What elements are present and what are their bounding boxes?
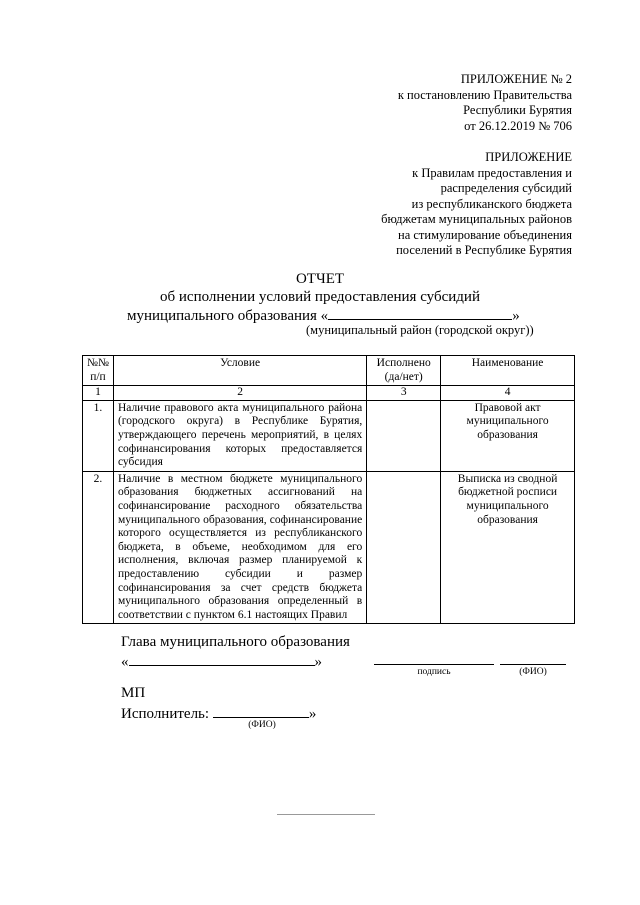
head-fio-caption: (ФИО) [519,667,547,677]
row-done[interactable] [367,400,441,471]
signature-caption: подпись [417,667,451,677]
table-row [83,471,575,624]
row-number: 2. [83,471,114,624]
municipality-blank[interactable] [328,306,512,320]
row-name: Выписка из сводной бюджетной росписи муниципального образования [441,471,575,624]
table-row [83,400,575,471]
municipality-prefix: муниципального образования « [127,308,329,324]
appendix-2-line: ПРИЛОЖЕНИЕ № 2 [460,72,572,86]
report-subtitle: об исполнении условий предоставления субсидий [160,289,480,305]
municipality-caption: (муниципальный район (городской округ)) [306,323,534,337]
head-quote-close: » [314,654,322,670]
table-index-row [83,386,575,401]
appendix-line: к Правилам предоставления и [412,165,572,180]
appendix-2-line: к постановлению Правительства [397,87,572,102]
executor-label: Исполнитель: [121,706,210,722]
report-title: ОТЧЕТ [295,271,345,287]
signature-line[interactable] [374,664,494,665]
header-name: Наименование [441,356,575,386]
appendix-line: распределения субсидий [440,181,572,195]
executor-blank[interactable] [213,704,309,718]
head-fio-line[interactable] [500,664,566,665]
appendix-2-header [398,72,572,134]
stamp-label: МП [121,685,146,701]
index-cell: 1 [83,386,114,401]
row-number: 1. [83,400,114,471]
index-cell: 2 [113,386,366,401]
appendix-2-line: Республики Бурятия [463,103,572,117]
appendix-2-line: от 26.12.2019 № 706 [464,118,572,133]
index-cell: 4 [441,386,575,401]
head-name-line [121,652,322,671]
header-done: Исполнено (да/нет) [367,356,441,386]
appendix-header [381,150,572,259]
header-number: №№ п/п [83,356,114,386]
row-condition: Наличие правового акта муниципального района (городского округа) в Республике Бурятия, утверждающего перечень мероприятий, в целях софинансирования которых предоставляется субсидия [113,400,366,471]
footer-divider [277,814,375,815]
row-name: Правовой акт муниципального образования [441,400,575,471]
appendix-line: поселений в Республике Бурятия [396,243,572,257]
table-header-row [83,356,575,386]
index-cell: 3 [367,386,441,401]
head-name-blank[interactable] [129,652,315,666]
head-quote-open: « [121,654,129,670]
executor-fio-caption: (ФИО) [248,720,276,730]
head-label: Глава муниципального образования [121,634,350,650]
row-condition: Наличие в местном бюджете муниципального образования бюджетных ассигнований на софинансирование расходного обязательства муниципального образования, софинансирование которого осуществляется из республиканского бюджета, в объеме, необходимом для его исполнения, включая размер планируемой к предоставлению субсидии и размер софинансирования за счет средств бюджета муниципального образования определенный в соответствии с пунктом 6.1 настоящих Правил [113,471,366,624]
row-done[interactable] [367,471,441,624]
header-condition: Условие [113,356,366,386]
report-table [82,355,575,624]
executor-quote-close: » [308,706,317,722]
appendix-line: ПРИЛОЖЕНИЕ [485,150,572,164]
municipality-suffix: » [512,308,520,324]
appendix-line: бюджетам муниципальных районов [381,212,572,226]
appendix-line: на стимулирование объединения [398,227,572,242]
appendix-line: из республиканского бюджета [411,196,572,211]
